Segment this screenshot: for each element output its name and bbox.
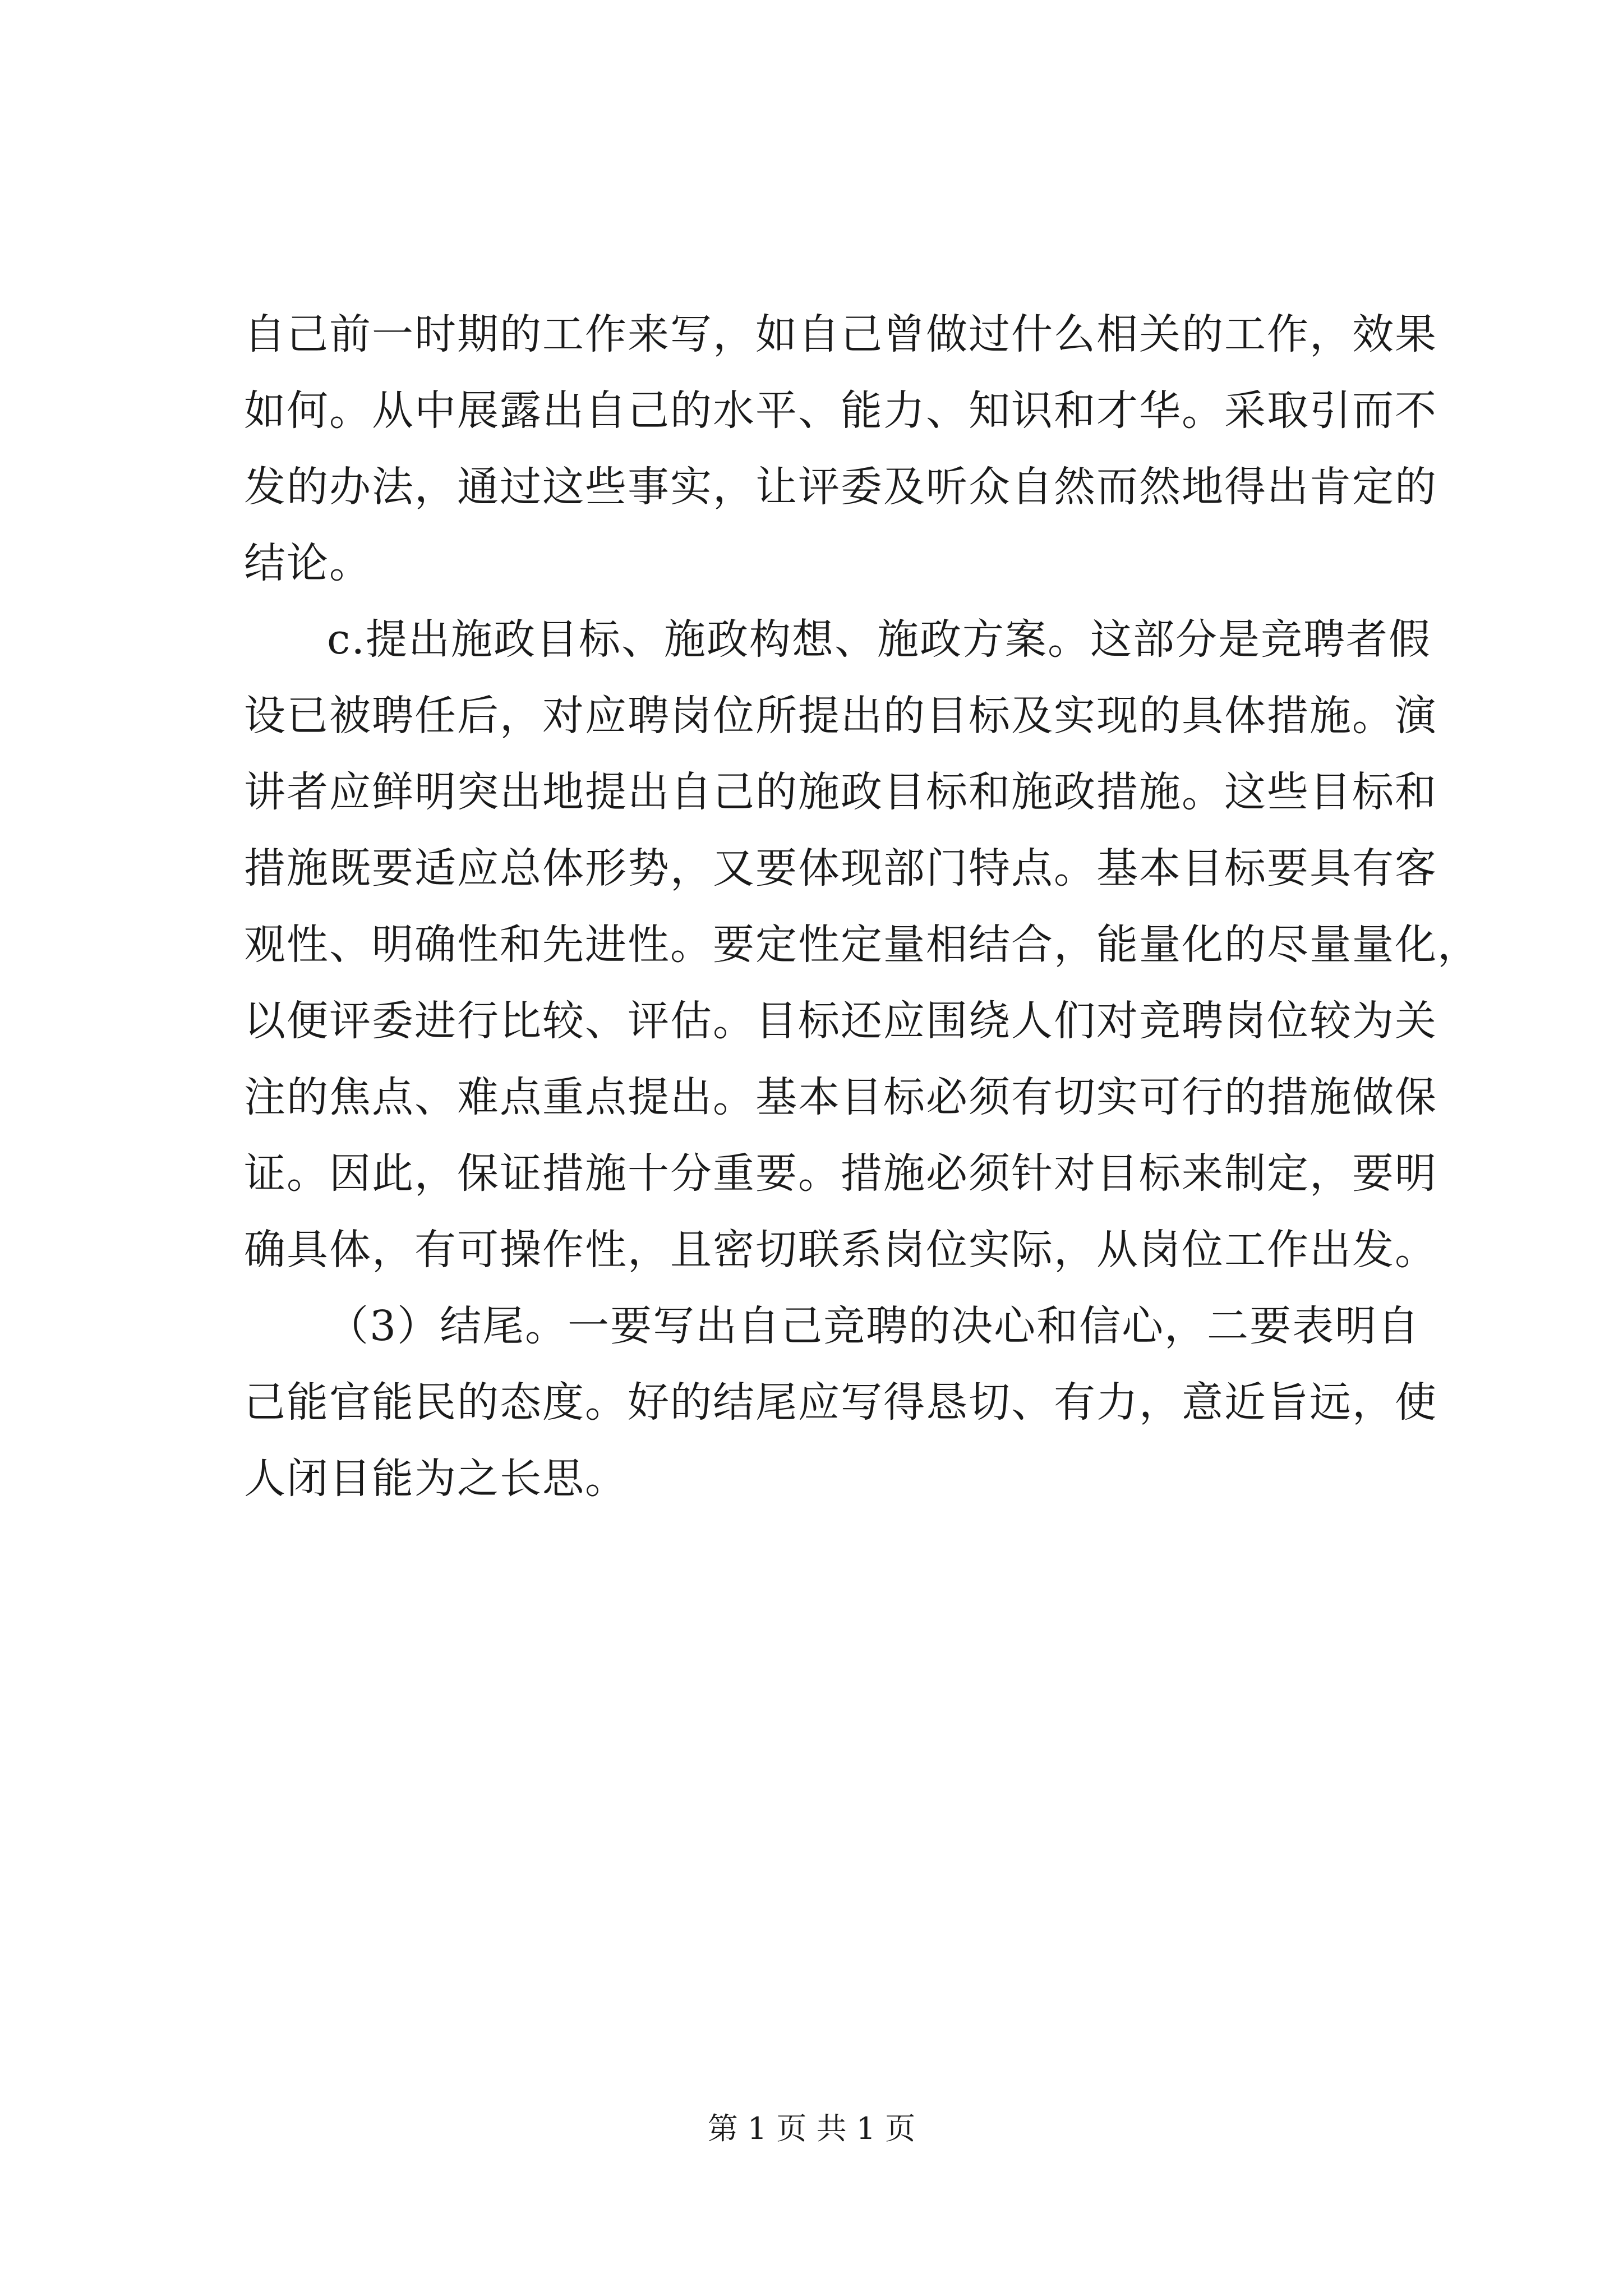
text-line: 证。因此，保证措施十分重要。措施必须针对目标来制定，要明	[244, 1149, 1437, 1198]
page-footer	[0, 2109, 1623, 2148]
text-line: （3）结尾。一要写出自己竞聘的决心和信心，二要表明自	[327, 1302, 1421, 1350]
text-line: 措施既要适应总体形势，又要体现部门特点。基本目标要具有客	[244, 844, 1437, 892]
paragraph-2	[244, 601, 1480, 1288]
text-line: 设已被聘任后，对应聘岗位所提出的目标及实现的具体措施。演	[244, 692, 1437, 740]
text-line: 发的办法，通过这些事实，让评委及听众自然而然地得出肯定的	[244, 463, 1437, 511]
text-line: 结论。	[244, 539, 372, 587]
text-line: 讲者应鲜明突出地提出自己的施政目标和施政措施。这些目标和	[244, 768, 1437, 816]
text-line: 观性、明确性和先进性。要定性定量相结合，能量化的尽量量化，	[244, 921, 1480, 969]
page-number-label: 第 1 页 共 1 页	[707, 2111, 916, 2146]
text-line: 己能官能民的态度。好的结尾应写得恳切、有力，意近旨远，使	[244, 1378, 1437, 1427]
text-line: 确具体，有可操作性，且密切联系岗位实际，从岗位工作出发。	[244, 1226, 1437, 1274]
text-line: 人闭目能为之长思。	[244, 1455, 628, 1503]
text-line: 如何。从中展露出自己的水平、能力、知识和才华。采取引而不	[244, 386, 1437, 435]
paragraph-1	[244, 296, 1437, 601]
text-line: 自己前一时期的工作来写，如自己曾做过什么相关的工作，效果	[244, 310, 1437, 358]
document-body	[244, 296, 1480, 1517]
paragraph-3	[244, 1288, 1437, 1517]
text-line: c.提出施政目标、施政构想、施政方案。这部分是竞聘者假	[327, 615, 1431, 664]
text-line: 以便评委进行比较、评估。目标还应围绕人们对竞聘岗位较为关	[244, 997, 1437, 1045]
text-line: 注的焦点、难点重点提出。基本目标必须有切实可行的措施做保	[244, 1073, 1437, 1121]
